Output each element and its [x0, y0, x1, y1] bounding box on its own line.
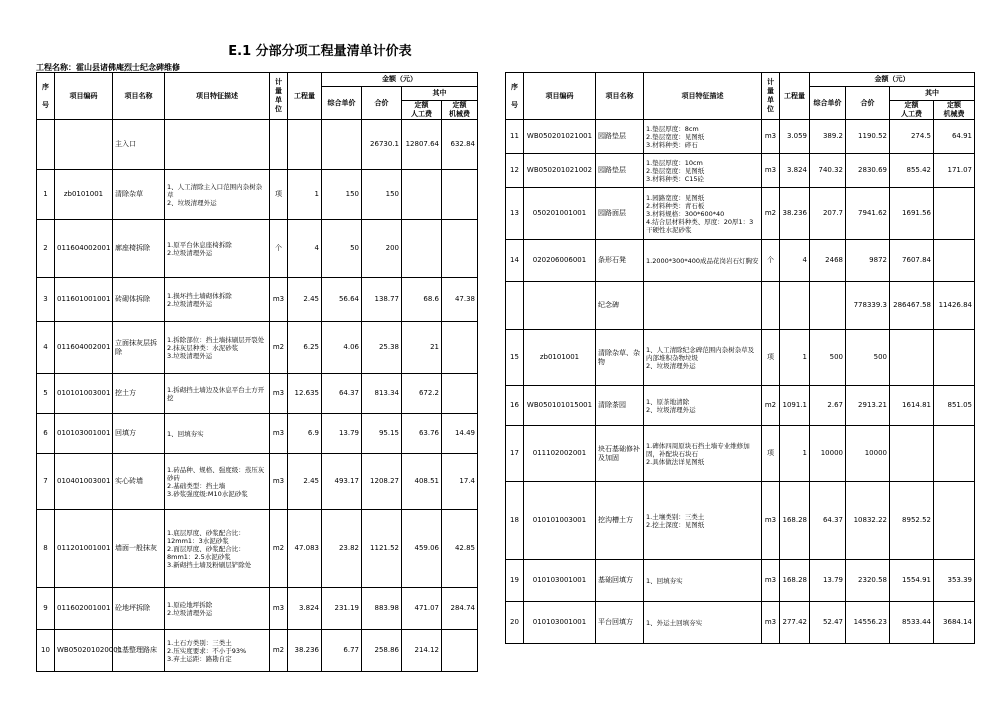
row-name: 墙面一般抹灰	[113, 510, 165, 588]
row-machine: 47.38	[442, 278, 478, 322]
row-desc: 1.垫层厚度：8cm 2.垫层宽度：见图纸 3.材料种类：碎石	[644, 120, 762, 154]
row-machine	[934, 426, 975, 482]
table-row	[37, 588, 478, 630]
row-labor	[890, 426, 934, 482]
table-row	[506, 120, 975, 154]
table-row	[506, 560, 975, 602]
row-name: 园路面层	[596, 188, 644, 240]
row-qty: 6.25	[288, 322, 322, 374]
row-total: 500	[846, 330, 890, 386]
row-labor: 1554.91	[890, 560, 934, 602]
row-name: 立面抹灰层拆除	[113, 322, 165, 374]
row-desc: 1.垫层厚度：10cm 2.垫层宽度：见图纸 3.材料种类：C15砼	[644, 154, 762, 188]
row-unit: 项	[762, 426, 780, 482]
row-seq	[37, 120, 55, 170]
row-total: 25.38	[362, 322, 402, 374]
row-labor: 1691.56	[890, 188, 934, 240]
row-total: 258.86	[362, 630, 402, 672]
header-code: 项目编码	[524, 73, 596, 120]
row-desc: 1.砖品种、规格、强度级：蒸压灰砂砖 2.基础类型：挡土墙 3.砂浆强度级:M10水泥砂浆	[165, 454, 270, 510]
row-unit: 项	[270, 170, 288, 220]
row-code: 010101003001	[524, 482, 596, 560]
row-total: 10000	[846, 426, 890, 482]
row-seq: 11	[506, 120, 524, 154]
header-unit-price: 综合单价	[322, 87, 362, 120]
row-unit: m3	[270, 414, 288, 454]
row-qty: 3.059	[780, 120, 810, 154]
header-amount: 金额（元）	[322, 73, 478, 87]
row-seq: 10	[37, 630, 55, 672]
row-name: 土基整理路床	[113, 630, 165, 672]
row-seq: 1	[37, 170, 55, 220]
row-unit-price: 52.47	[810, 602, 846, 644]
row-total: 813.34	[362, 374, 402, 414]
row-total: 1190.52	[846, 120, 890, 154]
header-among: 其中	[402, 87, 478, 101]
row-labor: 21	[402, 322, 442, 374]
row-machine: 64.91	[934, 120, 975, 154]
table-row	[37, 220, 478, 278]
row-code: 010401003001	[55, 454, 113, 510]
row-unit: m2	[270, 630, 288, 672]
row-code: 011602001001	[55, 588, 113, 630]
row-total: 2320.58	[846, 560, 890, 602]
row-code: 050201001001	[524, 188, 596, 240]
table-row	[506, 386, 975, 426]
row-labor: 12807.64	[402, 120, 442, 170]
row-qty: 3.824	[780, 154, 810, 188]
row-name: 清除茶园	[596, 386, 644, 426]
row-desc: 1.2000*300*400成品花岗岩石灯胸安	[644, 240, 762, 282]
row-machine: 3684.14	[934, 602, 975, 644]
header-unit: 计 量 单 位	[270, 73, 288, 120]
row-desc: 1.原平台休息座椅拆除 2.垃圾清理外运	[165, 220, 270, 278]
row-code: zb0101001	[524, 330, 596, 386]
table-row	[506, 426, 975, 482]
row-seq: 17	[506, 426, 524, 482]
row-machine: 11426.84	[934, 282, 975, 330]
row-seq: 20	[506, 602, 524, 644]
row-unit: m3	[762, 482, 780, 560]
row-total: 1208.27	[362, 454, 402, 510]
row-labor	[890, 330, 934, 386]
row-unit: m3	[270, 588, 288, 630]
row-qty	[780, 282, 810, 330]
table-row	[37, 510, 478, 588]
table-row	[37, 454, 478, 510]
row-code: 011604002001	[55, 220, 113, 278]
row-desc: 1、回填夯实	[165, 414, 270, 454]
row-desc	[165, 120, 270, 170]
table-row	[37, 414, 478, 454]
row-code: WB050201021001	[524, 120, 596, 154]
table-header	[506, 73, 975, 120]
row-code: 010103001001	[524, 560, 596, 602]
bill-table-left	[36, 72, 478, 672]
row-total: 10832.22	[846, 482, 890, 560]
table-row	[37, 630, 478, 672]
header-total: 合价	[846, 87, 890, 120]
row-code	[55, 120, 113, 170]
row-unit-price: 23.82	[322, 510, 362, 588]
row-total: 138.77	[362, 278, 402, 322]
row-desc	[644, 282, 762, 330]
row-seq: 6	[37, 414, 55, 454]
row-unit	[762, 282, 780, 330]
row-unit-price: 231.19	[322, 588, 362, 630]
row-qty: 168.28	[780, 560, 810, 602]
row-machine	[934, 188, 975, 240]
header-qty: 工程量	[288, 73, 322, 120]
header-qty: 工程量	[780, 73, 810, 120]
row-desc: 1.拆除部位：挡土墙抹刷层开裂处 2.抹灰层种类：水泥砂浆 3.垃圾清理外运	[165, 322, 270, 374]
row-qty: 38.236	[780, 188, 810, 240]
row-unit: 个	[270, 220, 288, 278]
row-seq: 12	[506, 154, 524, 188]
row-unit: m2	[762, 188, 780, 240]
row-unit: m2	[762, 386, 780, 426]
row-unit-price: 500	[810, 330, 846, 386]
row-machine	[934, 330, 975, 386]
row-unit: m3	[762, 154, 780, 188]
row-total: 200	[362, 220, 402, 278]
row-unit: m2	[270, 510, 288, 588]
row-unit: m3	[762, 602, 780, 644]
row-name: 平台回填方	[596, 602, 644, 644]
row-total: 1121.52	[362, 510, 402, 588]
row-code: 011601001001	[55, 278, 113, 322]
row-qty: 2.45	[288, 278, 322, 322]
row-unit-price: 6.77	[322, 630, 362, 672]
row-unit-price: 2468	[810, 240, 846, 282]
row-machine: 284.74	[442, 588, 478, 630]
header-among: 其中	[890, 87, 975, 101]
row-name: 园路垫层	[596, 120, 644, 154]
row-seq: 8	[37, 510, 55, 588]
row-unit: 项	[762, 330, 780, 386]
row-unit-price: 13.79	[322, 414, 362, 454]
row-seq: 18	[506, 482, 524, 560]
header-name: 项目名称	[113, 73, 165, 120]
row-labor	[402, 170, 442, 220]
row-seq: 3	[37, 278, 55, 322]
row-qty: 12.635	[288, 374, 322, 414]
row-desc: 1、外运土回填夯实	[644, 602, 762, 644]
row-code: WB050101015001	[524, 386, 596, 426]
row-qty: 3.824	[288, 588, 322, 630]
row-desc: 1、回填夯实	[644, 560, 762, 602]
row-desc: 1、人工清除主入口范围内杂树杂草 2、垃圾清理外运	[165, 170, 270, 220]
header-name: 项目名称	[596, 73, 644, 120]
header-seq: 序 号	[37, 73, 55, 120]
row-code: 010103001001	[524, 602, 596, 644]
row-seq: 14	[506, 240, 524, 282]
row-total: 2830.69	[846, 154, 890, 188]
row-seq: 19	[506, 560, 524, 602]
table-row	[37, 120, 478, 170]
row-code: zb0101001	[55, 170, 113, 220]
row-code: WB050201021002	[524, 154, 596, 188]
table-row	[37, 322, 478, 374]
row-seq: 15	[506, 330, 524, 386]
row-code: 020206006001	[524, 240, 596, 282]
table-row	[506, 482, 975, 560]
row-code: 011102002001	[524, 426, 596, 482]
row-unit-price: 13.79	[810, 560, 846, 602]
row-desc: 1、原茶地清除 2、垃圾清理外运	[644, 386, 762, 426]
row-qty: 168.28	[780, 482, 810, 560]
header-unit-price: 综合单价	[810, 87, 846, 120]
row-unit: m2	[270, 322, 288, 374]
row-qty: 1091.1	[780, 386, 810, 426]
row-unit: m3	[270, 374, 288, 414]
table-row	[37, 170, 478, 220]
row-qty: 277.42	[780, 602, 810, 644]
row-machine	[442, 322, 478, 374]
row-total: 7941.62	[846, 188, 890, 240]
row-name: 挖土方	[113, 374, 165, 414]
header-desc: 项目特征描述	[165, 73, 270, 120]
row-desc: 1.拆砌挡土墙边及休息平台土方开挖	[165, 374, 270, 414]
row-labor: 1614.81	[890, 386, 934, 426]
table-row	[506, 188, 975, 240]
row-machine	[934, 240, 975, 282]
row-total: 150	[362, 170, 402, 220]
table-row	[37, 278, 478, 322]
row-name: 块石基础修补及加固	[596, 426, 644, 482]
table-row	[506, 154, 975, 188]
row-unit-price: 2.67	[810, 386, 846, 426]
row-total: 9872	[846, 240, 890, 282]
row-total: 26730.1	[362, 120, 402, 170]
row-name: 清除杂草	[113, 170, 165, 220]
row-labor: 63.76	[402, 414, 442, 454]
row-unit-price: 64.37	[810, 482, 846, 560]
row-labor: 471.07	[402, 588, 442, 630]
table-row	[506, 602, 975, 644]
row-machine	[442, 374, 478, 414]
row-unit-price: 150	[322, 170, 362, 220]
row-unit-price: 10000	[810, 426, 846, 482]
row-machine	[442, 170, 478, 220]
row-machine: 17.4	[442, 454, 478, 510]
row-machine: 851.05	[934, 386, 975, 426]
header-unit: 计 量 单 位	[762, 73, 780, 120]
row-unit-price	[322, 120, 362, 170]
row-machine: 353.39	[934, 560, 975, 602]
row-code	[524, 282, 596, 330]
row-machine: 42.85	[442, 510, 478, 588]
table-body	[506, 120, 975, 644]
header-machine: 定额 机械费	[934, 101, 975, 120]
header-code: 项目编码	[55, 73, 113, 120]
table-row	[506, 330, 975, 386]
row-qty: 1	[288, 170, 322, 220]
row-labor: 672.2	[402, 374, 442, 414]
row-unit: m3	[270, 454, 288, 510]
bill-table-right	[505, 72, 975, 644]
row-code: 011201001001	[55, 510, 113, 588]
row-labor: 408.51	[402, 454, 442, 510]
row-seq: 13	[506, 188, 524, 240]
row-labor: 286467.58	[890, 282, 934, 330]
row-name: 廓座椅拆除	[113, 220, 165, 278]
row-machine	[442, 630, 478, 672]
row-desc: 1.原砼地坪拆除 2.垃圾清理外运	[165, 588, 270, 630]
row-machine: 14.49	[442, 414, 478, 454]
table-header	[37, 73, 478, 120]
row-name: 园路垫层	[596, 154, 644, 188]
row-machine	[442, 220, 478, 278]
row-desc: 1.碑体四周原块石挡土墙专业维修加固，补配块石块石 2.具体做法详见图纸	[644, 426, 762, 482]
row-code: WB050201020001	[55, 630, 113, 672]
row-unit: 个	[762, 240, 780, 282]
row-qty: 4	[288, 220, 322, 278]
row-name: 实心砖墙	[113, 454, 165, 510]
row-total: 2913.21	[846, 386, 890, 426]
row-code: 011604002001	[55, 322, 113, 374]
header-total: 合价	[362, 87, 402, 120]
row-unit-price: 56.64	[322, 278, 362, 322]
header-machine: 定额 机械费	[442, 101, 478, 120]
row-unit-price: 740.32	[810, 154, 846, 188]
row-desc: 1、人工清除纪念碑范围内杂树杂草及内部堆积杂物垃圾 2、垃圾清理外运	[644, 330, 762, 386]
header-desc: 项目特征描述	[644, 73, 762, 120]
row-desc: 1.底层厚度、砂浆配合比：12mm1：3水泥砂浆 2.面层厚度、砂浆配合比：8mm1：2.5水泥砂浆 3.新砌挡土墙及粉刷层铲除处	[165, 510, 270, 588]
header-labor: 定额 人工费	[402, 101, 442, 120]
row-seq: 4	[37, 322, 55, 374]
table-row	[37, 374, 478, 414]
row-machine: 171.07	[934, 154, 975, 188]
row-total: 95.15	[362, 414, 402, 454]
row-labor: 855.42	[890, 154, 934, 188]
row-name: 挖沟槽土方	[596, 482, 644, 560]
row-seq: 5	[37, 374, 55, 414]
project-name: 工程名称：霍山县诸佛庵烈士纪念碑维修	[36, 63, 180, 72]
row-desc: 1.土壤类别：三类土 2.挖土深度：见图纸	[644, 482, 762, 560]
row-qty: 1	[780, 330, 810, 386]
row-name: 砼地坪拆除	[113, 588, 165, 630]
row-code: 010103001001	[55, 414, 113, 454]
row-unit: m3	[762, 120, 780, 154]
header-amount: 金额（元）	[810, 73, 975, 87]
row-seq: 7	[37, 454, 55, 510]
row-name: 砖砌体拆除	[113, 278, 165, 322]
row-unit-price: 64.37	[322, 374, 362, 414]
row-total: 778339.3	[846, 282, 890, 330]
row-labor: 214.12	[402, 630, 442, 672]
row-machine: 632.84	[442, 120, 478, 170]
row-qty: 47.083	[288, 510, 322, 588]
row-unit-price	[810, 282, 846, 330]
row-name: 条形石凳	[596, 240, 644, 282]
row-unit: m3	[762, 560, 780, 602]
header-seq: 序 号	[506, 73, 524, 120]
row-labor: 274.5	[890, 120, 934, 154]
row-unit-price: 4.06	[322, 322, 362, 374]
row-unit: m3	[270, 278, 288, 322]
row-labor: 8952.52	[890, 482, 934, 560]
header-labor: 定额 人工费	[890, 101, 934, 120]
row-seq: 9	[37, 588, 55, 630]
row-qty: 6.9	[288, 414, 322, 454]
row-labor: 68.6	[402, 278, 442, 322]
row-qty: 1	[780, 426, 810, 482]
row-code: 010101003001	[55, 374, 113, 414]
row-desc: 1.土石方类别：三类土 2.压实度要求：不小于93% 3.弃土运距：路勘自定	[165, 630, 270, 672]
row-qty: 38.236	[288, 630, 322, 672]
row-labor: 459.06	[402, 510, 442, 588]
row-name: 基础回填方	[596, 560, 644, 602]
row-qty	[288, 120, 322, 170]
row-qty: 4	[780, 240, 810, 282]
row-qty: 2.45	[288, 454, 322, 510]
row-total: 14556.23	[846, 602, 890, 644]
row-labor	[402, 220, 442, 278]
row-name: 回填方	[113, 414, 165, 454]
row-desc: 1.损坏挡土墙砌体拆除 2.垃圾清理外运	[165, 278, 270, 322]
row-name: 主入口	[113, 120, 165, 170]
row-unit-price: 389.2	[810, 120, 846, 154]
row-unit-price: 50	[322, 220, 362, 278]
row-unit-price: 493.17	[322, 454, 362, 510]
row-unit	[270, 120, 288, 170]
table-row	[506, 282, 975, 330]
row-seq	[506, 282, 524, 330]
row-total: 883.98	[362, 588, 402, 630]
row-labor: 7607.84	[890, 240, 934, 282]
table-body	[37, 120, 478, 672]
row-seq: 2	[37, 220, 55, 278]
row-name: 纪念碑	[596, 282, 644, 330]
row-desc: 1.园路宽度：见图纸 2.材料种类：青石板 3.材料规格：300*600*40 4.结合层材料种类、厚度：20厚1：3干硬性水泥砂浆	[644, 188, 762, 240]
row-machine	[934, 482, 975, 560]
row-name: 清除杂草、杂物	[596, 330, 644, 386]
row-labor: 8533.44	[890, 602, 934, 644]
table-row	[506, 240, 975, 282]
row-seq: 16	[506, 386, 524, 426]
row-unit-price: 207.7	[810, 188, 846, 240]
page-title: E.1 分部分项工程量清单计价表	[228, 44, 412, 59]
